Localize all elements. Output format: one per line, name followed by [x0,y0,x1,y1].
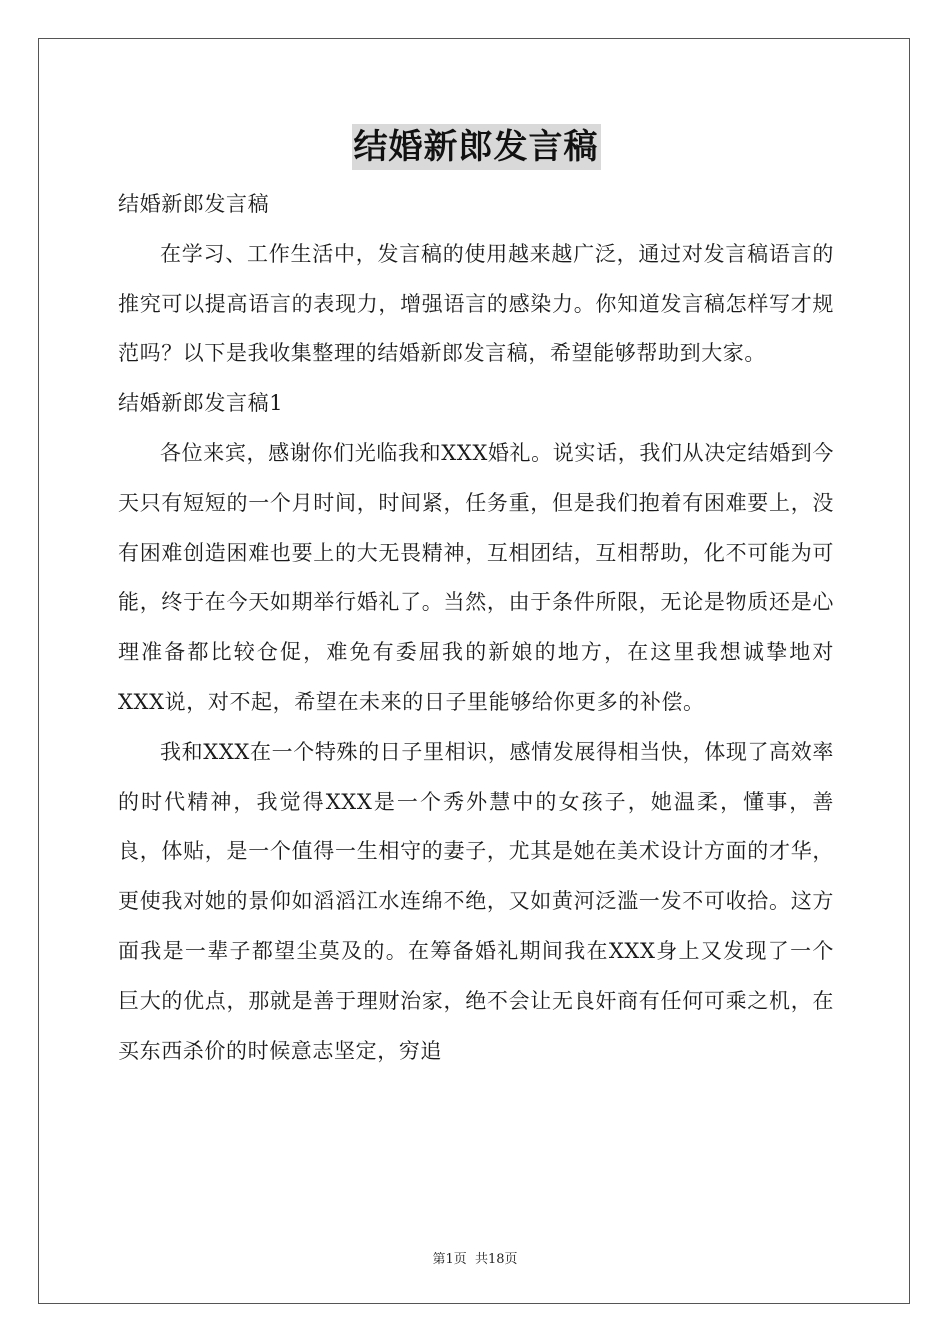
intro-paragraph: 在学习、工作生活中，发言稿的使用越来越广泛，通过对发言稿语言的推究可以提高语言的表现力，增强语言的感染力。你知道发言稿怎样写才规范吗？以下是我收集整理的结婚新郎发言稿，希望能够帮助到大家。 [118,241,834,366]
section-heading: 结婚新郎发言稿1 [118,391,284,416]
page-number: 第1页 [432,1252,467,1267]
title-container [118,124,834,180]
page-total: 共18页 [474,1252,518,1267]
body-paragraph-2: 我和XXX在一个特殊的日子里相识，感情发展得相当快，体现了高效率的时代精神，我觉得XXX是一个秀外慧中的女孩子，她温柔，懂事，善良，体贴，是一个值得一生相守的妻子，尤其是她在美术设计方面的才华，更使我对她的景仰如滔滔江水连绵不绝，又如黄河泛滥一发不可收拾。这方面我是一辈子都望尘莫及的。在筹备婚礼期间我在XXX身上又发现了一个巨大的优点，那就是善于理财治家，绝不会让无良奸商有任何可乘之机，在买东西杀价的时候意志坚定，穷追 [118,739,834,1063]
document-title: 结婚新郎发言稿 [352,124,601,170]
page-footer [0,1248,950,1267]
body-paragraph-1: 各位来宾，感谢你们光临我和XXX婚礼。说实话，我们从决定结婚到今天只有短短的一个月时间，时间紧，任务重，但是我们抱着有困难要上，没有困难创造困难也要上的大无畏精神，互相团结，互相帮助，化不可能为可能，终于在今天如期举行婚礼了。当然，由于条件所限，无论是物质还是心理准备都比较仓促，难免有委屈我的新娘的地方，在这里我想诚挚地对XXX说，对不起，希望在未来的日子里能够给你更多的补偿。 [118,440,834,714]
document-body [118,124,834,1076]
document-subtitle: 结婚新郎发言稿 [118,192,270,216]
